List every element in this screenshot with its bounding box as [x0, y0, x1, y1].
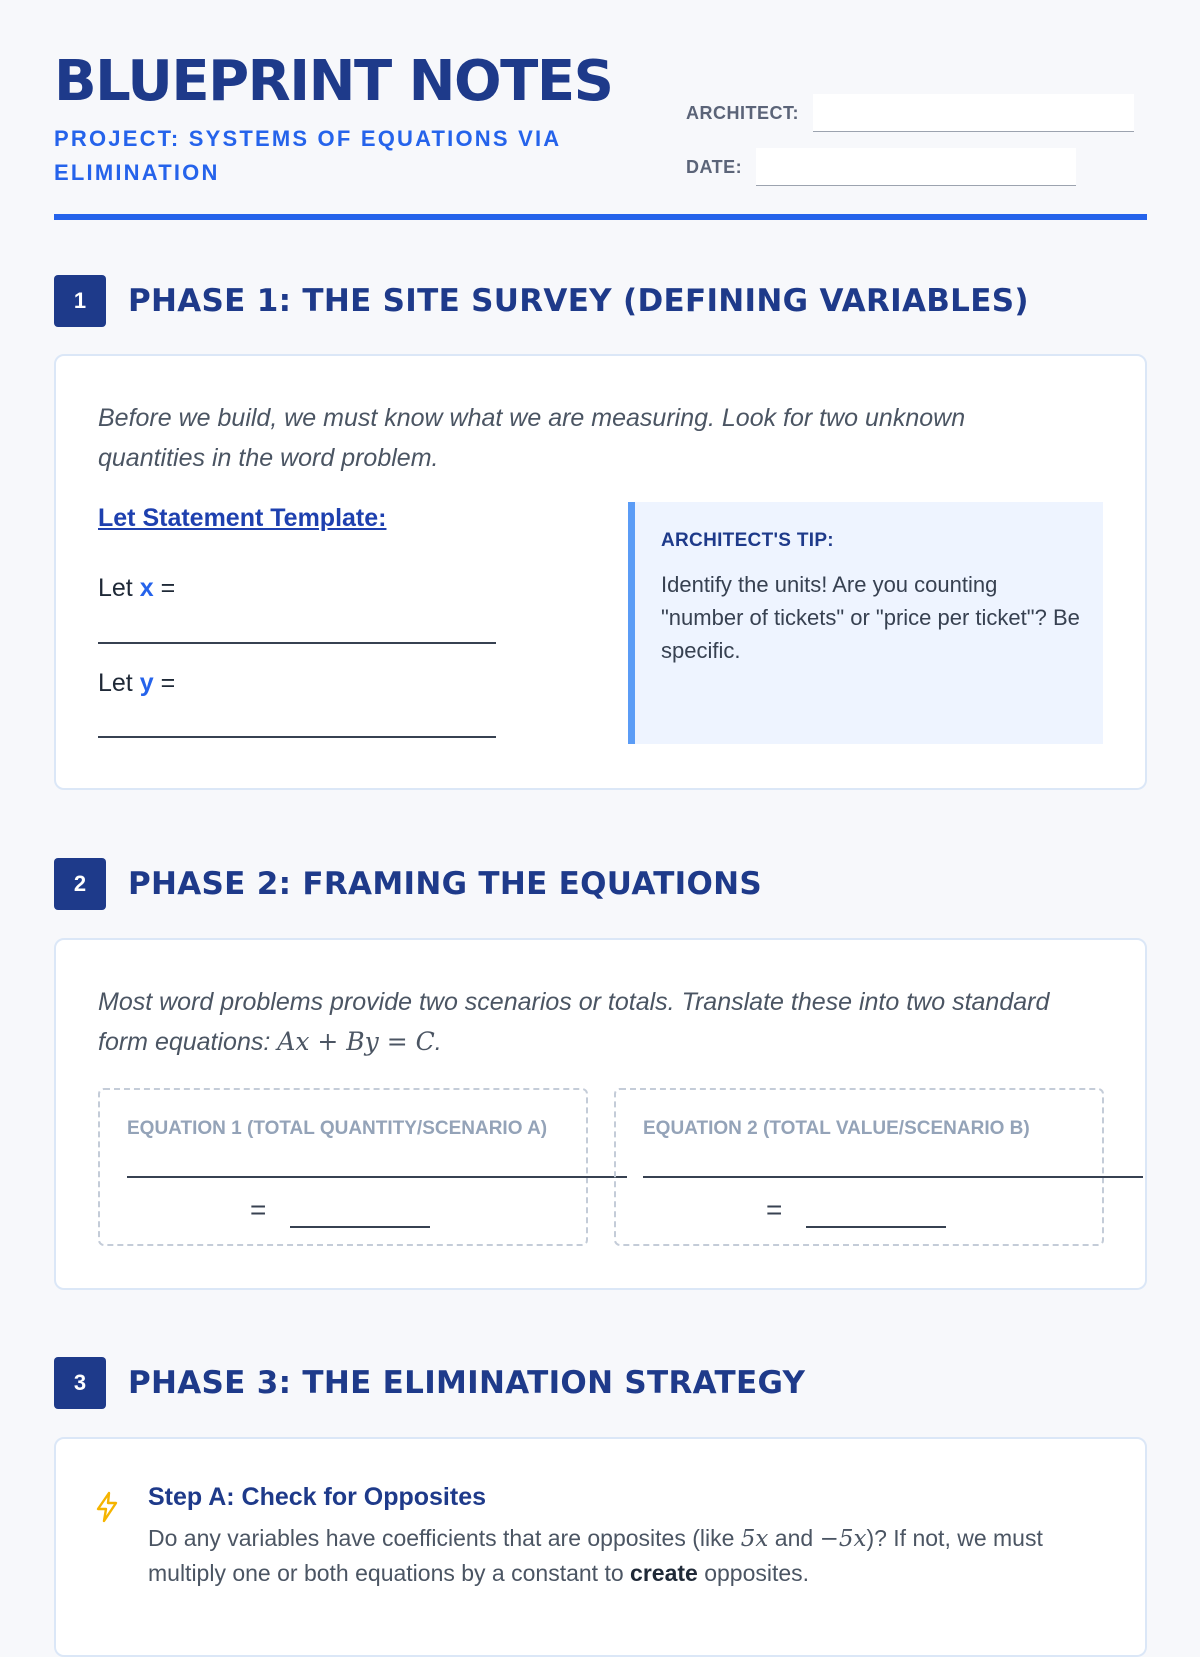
tip-label: ARCHITECT'S TIP: [661, 530, 834, 551]
step-a-text-part2: and [768, 1525, 820, 1551]
phase3-card [54, 1437, 1147, 1657]
header [54, 0, 1147, 222]
phase2-intro-end: . [434, 1028, 442, 1056]
step-a-text-part3: )? If not, we must multiply one or both equations by a constant to [148, 1525, 1043, 1586]
phase1-number-badge: 1 [54, 275, 106, 327]
step-a-text-part1: Do any variables have coefficients that are opposites (like [148, 1525, 741, 1551]
equation1-equals: = [250, 1194, 267, 1225]
phase2-heading [54, 858, 762, 910]
let-y-prefix: Let [98, 669, 133, 697]
phase3-heading [54, 1357, 805, 1409]
let-x-blank[interactable] [98, 642, 496, 644]
equation2-equals: = [766, 1194, 783, 1225]
worksheet-page [54, 0, 1147, 1586]
tip-body: Identify the units! Are you counting "number of tickets" or "price per ticket"? Be specific. [661, 572, 1080, 663]
project-subtitle: PROJECT: SYSTEMS OF EQUATIONS VIA ELIMINATION [54, 126, 561, 185]
equation1-label: EQUATION 1 (TOTAL QUANTITY/SCENARIO A) [127, 1118, 548, 1139]
date-label: DATE: [686, 157, 743, 177]
architect-tip-callout [628, 502, 1103, 744]
phase1-intro: Before we build, we must know what we are measuring. Look for two unknown quantities in the word problem. [98, 404, 966, 472]
lightning-bolt-icon [94, 1491, 120, 1523]
date-field[interactable] [756, 148, 1076, 186]
let-x-line [98, 574, 175, 603]
phase1-title: PHASE 1: THE SITE SURVEY (DEFINING VARIABLES) [128, 283, 1029, 319]
let-y-equals: = [160, 669, 176, 697]
phase3-number-badge: 3 [54, 1357, 106, 1409]
phase3-title: PHASE 3: THE ELIMINATION STRATEGY [128, 1365, 806, 1401]
step-a-title: Step A: Check for Opposites [148, 1483, 487, 1511]
step-a-bold-create: create [630, 1560, 698, 1586]
phase1-card [54, 354, 1147, 790]
equation2-label: EQUATION 2 (TOTAL VALUE/SCENARIO B) [643, 1118, 1030, 1139]
let-statement-heading: Let Statement Template: [98, 504, 387, 532]
phase2-card [54, 938, 1147, 1290]
variable-x: x [139, 574, 154, 602]
step-a-math-neg5x: −5x [819, 1526, 867, 1552]
equation2-box [614, 1088, 1104, 1246]
step-a-text-part4: opposites. [697, 1560, 810, 1586]
phase2-number-badge: 2 [54, 858, 106, 910]
let-y-blank[interactable] [98, 736, 496, 738]
equation2-total-blank[interactable] [806, 1226, 946, 1228]
let-y-line [98, 669, 175, 698]
standard-form-math: Ax + By = C [277, 1027, 435, 1056]
phase2-title: PHASE 2: FRAMING THE EQUATIONS [128, 866, 763, 902]
let-x-prefix: Let [98, 574, 133, 602]
phase2-intro [98, 982, 1058, 1062]
let-x-equals: = [160, 574, 176, 602]
architect-label: ARCHITECT: [686, 103, 799, 123]
equation2-expression-blank[interactable] [643, 1176, 1143, 1178]
phase1-heading [54, 275, 1029, 327]
step-a-text [148, 1521, 1108, 1590]
header-divider [54, 214, 1147, 220]
variable-y: y [139, 669, 154, 697]
step-a-math-5x: 5x [740, 1526, 769, 1552]
architect-field[interactable] [813, 94, 1134, 132]
page-title: BLUEPRINT NOTES [54, 49, 613, 114]
architect-row [686, 94, 1134, 132]
date-row [686, 148, 1076, 186]
equation1-total-blank[interactable] [290, 1226, 430, 1228]
phase2-intro-text: Most word problems provide two scenarios or totals. Translate these into two standard form equations: [98, 988, 1050, 1056]
equation1-box [98, 1088, 588, 1246]
equation1-expression-blank[interactable] [127, 1176, 627, 1178]
